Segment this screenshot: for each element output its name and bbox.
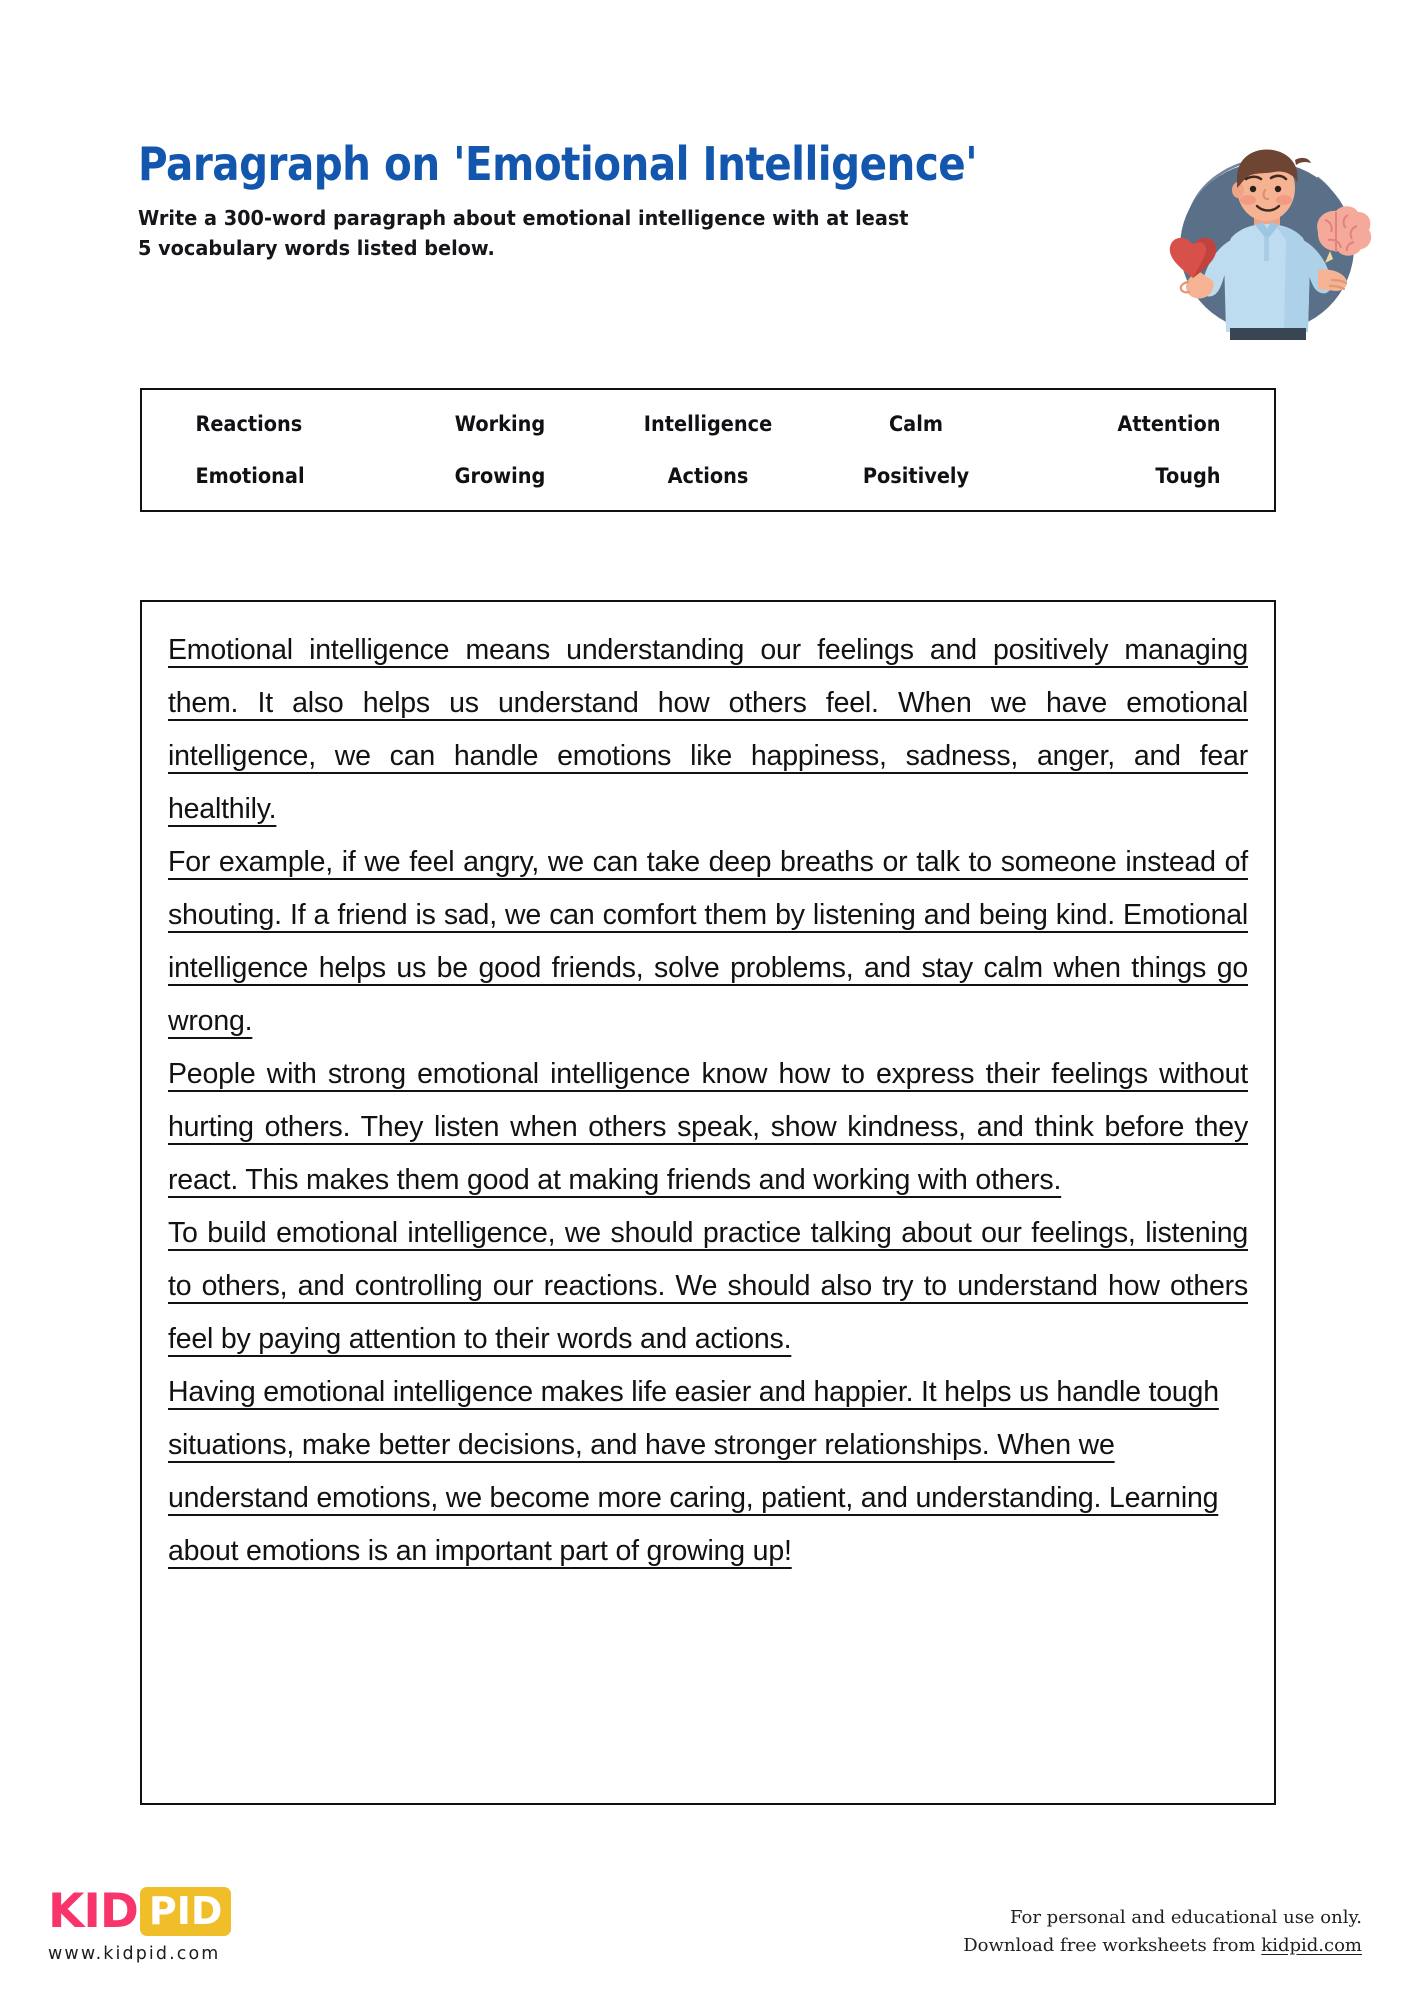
vocabulary-word: Tough bbox=[1155, 464, 1221, 488]
vocabulary-word: Working bbox=[454, 412, 546, 436]
kidpid-logo[interactable] bbox=[48, 1885, 231, 1964]
logo-pid-text: PID bbox=[140, 1887, 232, 1936]
vocabulary-word: Intelligence bbox=[643, 412, 773, 436]
footer-note-line-1: For personal and educational use only. bbox=[1010, 1907, 1362, 1929]
answer-paragraph bbox=[168, 1366, 1248, 1578]
vocabulary-word: Emotional bbox=[195, 464, 305, 488]
answer-writing-area[interactable] bbox=[140, 600, 1276, 1805]
vocabulary-word-bank bbox=[140, 388, 1276, 512]
footer-note-prefix: Download free worksheets from bbox=[963, 1935, 1262, 1957]
footer-note bbox=[963, 1904, 1362, 1960]
vocabulary-row-1 bbox=[142, 398, 1274, 450]
vocabulary-word: Positively bbox=[862, 464, 970, 488]
worksheet-header bbox=[138, 137, 1278, 340]
answer-paragraph bbox=[168, 624, 1248, 836]
answer-paragraph-text: To build emotional intelligence, we should practice talking about our feelings, listening to others, and controlling our reactions. We should also try to understand how others feel by paying attention to their words and actions. bbox=[168, 1217, 1248, 1355]
page-footer bbox=[0, 1850, 1414, 2000]
instruction-line-2: 5 vocabulary words listed below. bbox=[138, 236, 495, 261]
vocabulary-word: Actions bbox=[667, 464, 749, 488]
footer-note-line-2 bbox=[963, 1932, 1362, 1960]
answer-paragraph-text: People with strong emotional intelligence know how to express their feelings without hurting others. They listen when others speak, show kindness, and think before they react. This makes them good at making friends and working with others. bbox=[168, 1058, 1248, 1196]
vocabulary-row-2 bbox=[142, 450, 1274, 502]
vocabulary-word: Calm bbox=[889, 412, 943, 436]
instruction-text bbox=[138, 204, 1078, 263]
kidpid-link[interactable]: kidpid.com bbox=[1261, 1935, 1362, 1957]
answer-paragraph-text: Emotional intelligence means understanding our feelings and positively managing them. It also helps us understand how others feel. When we have emotional intelligence, we can handle emotions like happiness, sadness, anger, and fear healthily. bbox=[168, 634, 1248, 825]
page-title: Paragraph on 'Emotional Intelligence' bbox=[138, 137, 978, 191]
vocabulary-word: Growing bbox=[454, 464, 546, 488]
answer-paragraph-text: Having emotional intelligence makes life easier and happier. It helps us handle tough situations, make better decisions, and have stronger relationships. When we understand emotions, we become more caring, patient, and understanding. Learning about emotions is an important part of growing up! bbox=[168, 1376, 1219, 1567]
answer-paragraph bbox=[168, 1207, 1248, 1366]
logo-kid-text: KID bbox=[48, 1883, 138, 1939]
answer-paragraph-text: For example, if we feel angry, we can take deep breaths or talk to someone instead of shouting. If a friend is sad, we can comfort them by listening and being kind. Emotional intelligence helps us be good friends, solve problems, and stay calm when things go wrong. bbox=[168, 846, 1248, 1037]
answer-paragraph bbox=[168, 836, 1248, 1048]
vocabulary-word: Attention bbox=[1117, 412, 1221, 436]
instruction-line-1: Write a 300-word paragraph about emotional intelligence with at least bbox=[138, 206, 909, 231]
logo-website-url: www.kidpid.com bbox=[48, 1944, 221, 1964]
vocabulary-word: Reactions bbox=[195, 412, 303, 436]
answer-paragraph bbox=[168, 1048, 1248, 1207]
logo-mark bbox=[48, 1885, 231, 1937]
man-holding-heart-and-brain-icon bbox=[1158, 132, 1376, 340]
